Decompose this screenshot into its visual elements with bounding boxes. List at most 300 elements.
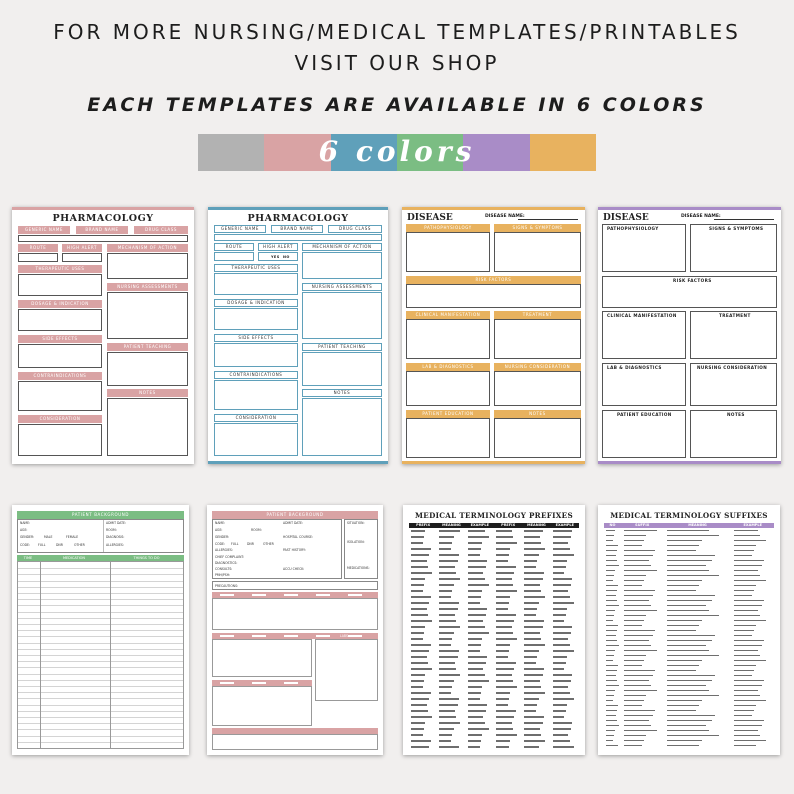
text-placeholder (667, 735, 719, 737)
grid-row-line (18, 711, 183, 712)
text-placeholder (468, 656, 488, 658)
grid-row-line (18, 729, 183, 730)
header-text-placeholder (284, 635, 298, 637)
text-placeholder (553, 566, 566, 568)
notes-box (212, 734, 378, 750)
text-placeholder (524, 668, 544, 670)
full-option[interactable]: FULL (38, 543, 46, 547)
text-placeholder (624, 565, 650, 567)
text-placeholder (624, 625, 642, 627)
text-placeholder (411, 638, 423, 640)
text-placeholder (734, 700, 766, 702)
text-placeholder (439, 716, 456, 718)
text-placeholder (667, 605, 706, 607)
text-placeholder (468, 704, 488, 706)
text-placeholder (496, 680, 513, 682)
name-row-box (214, 234, 382, 241)
text-placeholder (606, 680, 617, 682)
text-placeholder (411, 584, 424, 586)
treatment-box (690, 311, 777, 359)
text-placeholder (524, 590, 541, 592)
nursing-label: NURSING CONSIDERATION (697, 365, 768, 370)
background-header: PATIENT BACKGROUND (212, 511, 378, 519)
text-placeholder (411, 578, 425, 580)
text-placeholder (734, 530, 758, 532)
text-placeholder (524, 596, 545, 598)
text-placeholder (553, 656, 567, 658)
text-placeholder (524, 542, 541, 544)
text-placeholder (411, 554, 429, 556)
text-placeholder (524, 638, 541, 640)
text-placeholder (624, 535, 646, 537)
education-bar: PATIENT EDUCATION (406, 410, 490, 418)
dnr-option[interactable]: DNR (247, 542, 254, 546)
text-placeholder (411, 626, 425, 628)
medication-column-header: MEDICATION (62, 556, 86, 560)
text-placeholder (606, 615, 614, 617)
text-placeholder (439, 698, 459, 700)
text-placeholder (496, 644, 510, 646)
grid-row-line (18, 630, 183, 631)
text-placeholder (411, 734, 423, 736)
text-placeholder (496, 698, 509, 700)
room-label: ROOM: (106, 528, 117, 532)
text-placeholder (411, 728, 424, 730)
header-text-placeholder (284, 682, 298, 684)
text-placeholder (496, 746, 509, 748)
text-placeholder (667, 645, 706, 647)
text-placeholder (524, 614, 536, 616)
text-placeholder (606, 640, 617, 642)
text-placeholder (734, 640, 764, 642)
text-placeholder (439, 740, 451, 742)
grid-row-line (18, 599, 183, 600)
text-placeholder (411, 722, 425, 724)
text-placeholder (734, 695, 760, 697)
side-effects-bar: SIDE EFFECTS (18, 335, 102, 343)
text-placeholder (496, 536, 513, 538)
header-text-placeholder (252, 635, 266, 637)
text-placeholder (624, 555, 652, 557)
text-placeholder (734, 595, 752, 597)
page-title: PHARMACOLOGY (247, 213, 349, 224)
grid-row-line (18, 612, 183, 613)
generic-name-bar: GENERIC NAME (214, 225, 266, 233)
signs-label: SIGNS & SYMPTOMS (709, 226, 764, 231)
example-col-1: EXAMPLE (470, 523, 490, 527)
text-placeholder (606, 660, 613, 662)
text-placeholder (411, 608, 427, 610)
text-placeholder (439, 656, 457, 658)
text-placeholder (667, 725, 706, 727)
text-placeholder (439, 614, 455, 616)
text-placeholder (667, 685, 706, 687)
text-placeholder (524, 620, 544, 622)
notes-box (302, 398, 382, 456)
suffix-col: SUFFIX (635, 523, 650, 527)
nursing-assessments-box (107, 292, 188, 339)
disease-orange-template (402, 207, 585, 464)
text-placeholder (734, 720, 764, 722)
nursing-assessments-bar: NURSING ASSESSMENTS (302, 283, 382, 291)
text-placeholder (468, 572, 484, 574)
text-placeholder (496, 602, 509, 604)
text-placeholder (606, 595, 616, 597)
text-placeholder (468, 584, 489, 586)
pathophysiology-box (406, 232, 490, 272)
route-box (214, 252, 254, 261)
text-placeholder (411, 710, 428, 712)
example-col: EXAMPLE (743, 523, 762, 527)
text-placeholder (667, 745, 699, 747)
text-placeholder (553, 710, 566, 712)
text-placeholder (624, 605, 650, 607)
male-option[interactable]: MALE (44, 535, 53, 539)
signs-box (494, 232, 581, 272)
contraindications-bar: CONTRAINDICATIONS (18, 372, 102, 380)
text-placeholder (624, 740, 644, 742)
text-placeholder (553, 644, 570, 646)
text-placeholder (606, 715, 616, 717)
text-placeholder (468, 542, 482, 544)
text-placeholder (734, 605, 762, 607)
text-placeholder (439, 728, 453, 730)
text-placeholder (624, 595, 652, 597)
text-placeholder (734, 625, 756, 627)
text-placeholder (606, 740, 613, 742)
text-placeholder (606, 745, 618, 747)
text-placeholder (624, 670, 654, 672)
grid-row-line (18, 667, 183, 668)
text-placeholder (439, 542, 452, 544)
age-label: AGE: (215, 528, 223, 532)
grid-row-line (18, 736, 183, 737)
text-placeholder (624, 705, 642, 707)
consideration-bar: CONSIDERATION (18, 415, 102, 423)
admit-date-label: ADMIT DATE: (106, 521, 127, 525)
disease-name-line[interactable] (714, 219, 774, 220)
text-placeholder (606, 665, 618, 667)
text-placeholder (439, 704, 457, 706)
text-placeholder (496, 632, 513, 634)
text-placeholder (606, 560, 617, 562)
text-placeholder (667, 625, 699, 627)
page-accent-strip-bottom (598, 461, 781, 464)
text-placeholder (606, 600, 617, 602)
mechanism-bar: MECHANISM OF ACTION (107, 244, 188, 252)
text-placeholder (667, 715, 716, 717)
signs-box (690, 224, 777, 272)
high-alert-box (62, 253, 102, 262)
yes-option[interactable]: YES (271, 255, 280, 259)
text-placeholder (624, 580, 644, 582)
text-placeholder (624, 585, 642, 587)
text-placeholder (667, 695, 719, 697)
text-placeholder (439, 554, 459, 556)
text-placeholder (411, 560, 427, 562)
text-placeholder (624, 540, 644, 542)
nursing-assessments-box (302, 292, 382, 339)
text-placeholder (606, 610, 615, 612)
text-placeholder (496, 584, 513, 586)
text-placeholder (468, 536, 489, 538)
text-placeholder (624, 680, 648, 682)
text-placeholder (496, 686, 517, 688)
text-placeholder (734, 635, 752, 637)
text-placeholder (439, 578, 460, 580)
allergies-label: ALLERGIES: (215, 548, 233, 552)
grid-row-line (18, 581, 183, 582)
patient-teaching-box (107, 352, 188, 386)
text-placeholder (496, 542, 517, 544)
treatment-box (494, 319, 581, 359)
text-placeholder (411, 686, 423, 688)
side-effects-box (214, 343, 298, 367)
text-placeholder (496, 548, 510, 550)
text-placeholder (468, 548, 481, 550)
text-placeholder (496, 722, 512, 724)
clinical-label: CLINICAL MANIFESTATION (607, 313, 677, 318)
other-option[interactable]: OTHER (263, 542, 274, 546)
chief-complaint-label: CHIEF COMPLAINT: (215, 555, 244, 559)
text-placeholder (468, 626, 485, 628)
text-placeholder (468, 596, 481, 598)
room-label: ROOM: (251, 528, 262, 532)
dosage-box (214, 308, 298, 330)
header-text-placeholder (220, 594, 234, 596)
disease-name-label: DISEASE NAME: (681, 214, 721, 219)
text-placeholder (624, 560, 648, 562)
text-placeholder (468, 530, 485, 532)
text-placeholder (734, 675, 752, 677)
name-label: NAME: (215, 521, 226, 525)
text-placeholder (496, 734, 517, 736)
signs-bar: SIGNS & SYMPTOMS (494, 224, 581, 232)
text-placeholder (734, 540, 766, 542)
text-placeholder (734, 620, 766, 622)
header-text-placeholder (220, 682, 234, 684)
disease-name-line[interactable] (518, 219, 578, 220)
text-placeholder (496, 728, 513, 730)
text-placeholder (624, 650, 656, 652)
text-placeholder (496, 590, 517, 592)
page-accent-strip (12, 207, 194, 210)
example-col-2: EXAMPLE (555, 523, 575, 527)
text-placeholder (468, 632, 489, 634)
text-placeholder (667, 650, 709, 652)
text-placeholder (468, 716, 484, 718)
text-placeholder (496, 692, 510, 694)
dosage-bar: DOSAGE & INDICATION (214, 299, 298, 307)
text-placeholder (667, 740, 703, 742)
text-placeholder (439, 650, 459, 652)
grid-row-line (18, 618, 183, 619)
text-placeholder (468, 692, 481, 694)
text-placeholder (468, 620, 484, 622)
text-placeholder (624, 700, 644, 702)
text-placeholder (524, 692, 545, 694)
grid-row-line (18, 643, 183, 644)
time-column-header: TIME (23, 556, 33, 560)
text-placeholder (411, 644, 431, 646)
brand-name-bar: BRAND NAME (76, 226, 128, 234)
admit-date-label: ADMIT DATE: (283, 521, 304, 525)
prefix-col-2: PREFIX (501, 523, 516, 527)
text-placeholder (496, 608, 508, 610)
text-placeholder (524, 680, 540, 682)
text-placeholder (734, 730, 758, 732)
text-placeholder (667, 600, 712, 602)
meaning-col: MEANING (688, 523, 707, 527)
text-placeholder (667, 680, 712, 682)
text-placeholder (524, 626, 542, 628)
text-placeholder (606, 650, 615, 652)
text-placeholder (734, 690, 758, 692)
text-placeholder (411, 572, 432, 574)
patient-info-box (17, 519, 184, 553)
text-placeholder (624, 720, 648, 722)
text-placeholder (667, 615, 719, 617)
notes-box (690, 410, 777, 458)
table-cell (665, 743, 732, 748)
diagnostics-label: DIAGNOSTICS: (215, 561, 238, 565)
text-placeholder (606, 590, 617, 592)
suffix-table-body (604, 528, 774, 750)
text-placeholder (606, 645, 619, 647)
text-placeholder (667, 630, 696, 632)
page-title: DISEASE (407, 213, 453, 223)
route-bar: ROUTE (214, 243, 254, 251)
notes-label: NOTES (727, 412, 745, 417)
text-placeholder (496, 704, 508, 706)
text-placeholder (496, 572, 514, 574)
text-placeholder (606, 635, 616, 637)
text-placeholder (524, 584, 540, 586)
header-text-placeholder (220, 635, 234, 637)
text-placeholder (411, 596, 431, 598)
contraindications-bar: CONTRAINDICATIONS (214, 371, 298, 379)
grid-row-line (18, 587, 183, 588)
table-cell (466, 744, 494, 750)
text-placeholder (439, 572, 456, 574)
text-placeholder (439, 710, 455, 712)
text-placeholder (439, 722, 460, 724)
text-placeholder (439, 632, 453, 634)
text-placeholder (667, 705, 699, 707)
text-placeholder (624, 610, 656, 612)
text-placeholder (667, 700, 703, 702)
text-placeholder (439, 638, 452, 640)
text-placeholder (624, 635, 652, 637)
no-option[interactable]: NO (283, 255, 290, 259)
text-placeholder (624, 590, 654, 592)
grid-row-line (18, 574, 183, 575)
text-placeholder (606, 675, 616, 677)
text-placeholder (734, 580, 766, 582)
dnr-option[interactable]: DNR (56, 543, 63, 547)
text-placeholder (734, 705, 756, 707)
grid-row-line (18, 649, 183, 650)
text-placeholder (411, 590, 423, 592)
contraindications-box (214, 380, 298, 410)
text-placeholder (624, 715, 652, 717)
female-option[interactable]: FEMALE (66, 535, 79, 539)
text-placeholder (734, 660, 766, 662)
text-placeholder (606, 720, 617, 722)
text-placeholder (553, 614, 566, 616)
grid-row-line (18, 568, 183, 569)
text-placeholder (734, 615, 760, 617)
high-alert-bar: HIGH ALERT (258, 243, 298, 251)
text-placeholder (667, 565, 706, 567)
text-placeholder (606, 655, 614, 657)
text-placeholder (553, 734, 569, 736)
high-alert-bar: HIGH ALERT (62, 244, 102, 252)
text-placeholder (524, 722, 542, 724)
background-header: PATIENT BACKGROUND (17, 511, 184, 519)
notes-bar: NOTES (302, 389, 382, 397)
text-placeholder (496, 626, 512, 628)
text-placeholder (553, 632, 571, 634)
text-placeholder (439, 548, 451, 550)
text-placeholder (734, 745, 756, 747)
page-accent-strip-bottom (402, 461, 585, 464)
text-placeholder (606, 605, 619, 607)
text-placeholder (553, 542, 569, 544)
text-placeholder (553, 674, 573, 676)
text-placeholder (667, 720, 712, 722)
text-placeholder (606, 575, 614, 577)
text-placeholder (606, 705, 618, 707)
text-placeholder (496, 740, 510, 742)
dosage-bar: DOSAGE & INDICATION (18, 300, 102, 308)
text-placeholder (734, 630, 754, 632)
text-placeholder (553, 554, 574, 556)
grid-row-line (18, 692, 183, 693)
lab-box (406, 371, 490, 406)
nursing-assessments-bar: NURSING ASSESSMENTS (107, 283, 188, 291)
full-option[interactable]: FULL (231, 542, 239, 546)
notes-box (107, 398, 188, 456)
text-placeholder (411, 740, 431, 742)
risk-factors-box (406, 284, 581, 308)
route-bar: ROUTE (18, 244, 58, 252)
grid-row-line (18, 605, 183, 606)
text-placeholder (439, 734, 452, 736)
code-label: CODE: (215, 542, 225, 546)
treatment-label: TREATMENT (719, 313, 751, 318)
text-placeholder (411, 698, 429, 700)
disease-name-label: DISEASE NAME: (485, 214, 525, 219)
other-option[interactable]: OTHER (74, 543, 85, 547)
nursing-box (494, 371, 581, 406)
text-placeholder (468, 722, 485, 724)
text-placeholder (468, 674, 485, 676)
header-text-placeholder (252, 594, 266, 596)
text-placeholder (411, 542, 423, 544)
mechanism-box (302, 252, 382, 279)
text-placeholder (468, 740, 481, 742)
page-accent-strip (402, 207, 585, 210)
text-placeholder (468, 686, 482, 688)
text-placeholder (734, 570, 758, 572)
past-history-label: PAST HISTORY: (283, 548, 306, 552)
text-placeholder (624, 615, 646, 617)
text-placeholder (624, 645, 650, 647)
text-placeholder (439, 584, 453, 586)
text-placeholder (468, 650, 480, 652)
text-placeholder (553, 746, 574, 748)
